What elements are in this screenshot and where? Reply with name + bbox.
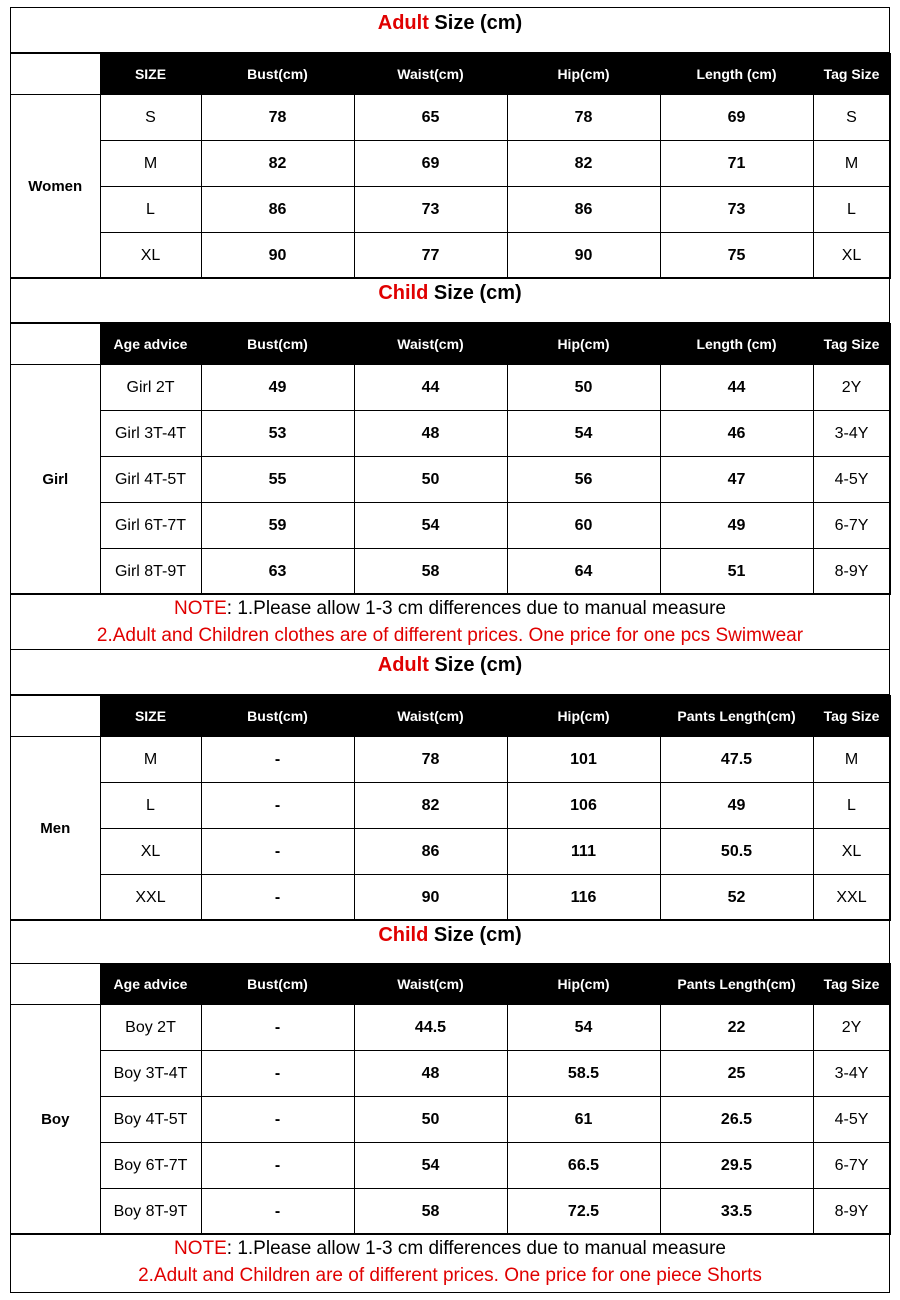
table-cell: M — [813, 141, 890, 187]
table-cell: 54 — [354, 1143, 507, 1189]
table-row — [11, 549, 890, 595]
group-label: Men — [11, 737, 100, 921]
table-cell: 77 — [354, 233, 507, 279]
table-cell: 78 — [201, 95, 354, 141]
table-cell: XXL — [813, 875, 890, 921]
table-cell: M — [100, 737, 201, 783]
women-size-table — [11, 53, 891, 279]
table-row — [11, 457, 890, 503]
table-cell: Boy 3T-4T — [100, 1051, 201, 1097]
table-cell: Boy 4T-5T — [100, 1097, 201, 1143]
table-cell: 25 — [660, 1051, 813, 1097]
table-row — [11, 187, 890, 233]
table-cell: Girl 3T-4T — [100, 411, 201, 457]
column-header: Bust(cm) — [201, 696, 354, 737]
table-cell: 58.5 — [507, 1051, 660, 1097]
table-cell: 64 — [507, 549, 660, 595]
note-line-2: 2.Adult and Children are of different prices. One price for one piece Shorts — [138, 1265, 762, 1286]
table-cell: 4-5Y — [813, 457, 890, 503]
column-header: Waist(cm) — [354, 696, 507, 737]
size-chart-sheet — [10, 7, 890, 1293]
table-cell: 47.5 — [660, 737, 813, 783]
table-cell: 44 — [660, 365, 813, 411]
table-cell: 82 — [507, 141, 660, 187]
table-cell: 52 — [660, 875, 813, 921]
table-cell: Boy 6T-7T — [100, 1143, 201, 1189]
table-cell: 3-4Y — [813, 411, 890, 457]
column-header: Length (cm) — [660, 54, 813, 95]
table-cell: 82 — [201, 141, 354, 187]
table-cell: 72.5 — [507, 1189, 660, 1235]
table-cell: 3-4Y — [813, 1051, 890, 1097]
column-header: Tag Size — [813, 54, 890, 95]
table-cell: 48 — [354, 1051, 507, 1097]
group-label: Girl — [11, 365, 100, 595]
table-cell: 22 — [660, 1005, 813, 1051]
table-cell: - — [201, 1005, 354, 1051]
table-cell: 78 — [507, 95, 660, 141]
table-cell: - — [201, 1189, 354, 1235]
column-header: Waist(cm) — [354, 324, 507, 365]
table-cell: 86 — [507, 187, 660, 233]
table-cell: 2Y — [813, 1005, 890, 1051]
table-cell: 90 — [201, 233, 354, 279]
table-cell: - — [201, 1051, 354, 1097]
table-cell: S — [100, 95, 201, 141]
table-row — [11, 233, 890, 279]
table-cell: 66.5 — [507, 1143, 660, 1189]
table-row — [11, 365, 890, 411]
table-cell: - — [201, 783, 354, 829]
table-cell: 44 — [354, 365, 507, 411]
table-row — [11, 829, 890, 875]
table-cell: 50 — [507, 365, 660, 411]
column-header: Tag Size — [813, 324, 890, 365]
header-blank-cell — [11, 964, 100, 1005]
table-cell: 71 — [660, 141, 813, 187]
note-line-1: NOTE: 1.Please allow 1-3 cm differences due to manual measure — [174, 598, 726, 619]
table-cell: 54 — [354, 503, 507, 549]
table-cell: 73 — [660, 187, 813, 233]
table-cell: XL — [100, 829, 201, 875]
table-cell: 49 — [660, 783, 813, 829]
table-row — [11, 737, 890, 783]
column-header: Tag Size — [813, 964, 890, 1005]
table-row — [11, 141, 890, 187]
table-cell: M — [813, 737, 890, 783]
column-header: SIZE — [100, 696, 201, 737]
table-cell: L — [813, 783, 890, 829]
column-header: Age advice — [100, 324, 201, 365]
table-cell: Boy 2T — [100, 1005, 201, 1051]
table-cell: 54 — [507, 1005, 660, 1051]
table-cell: - — [201, 875, 354, 921]
column-header: Age advice — [100, 964, 201, 1005]
table-cell: 90 — [354, 875, 507, 921]
table-cell: 47 — [660, 457, 813, 503]
header-row — [11, 696, 890, 737]
table-cell: 33.5 — [660, 1189, 813, 1235]
column-header: Pants Length(cm) — [660, 964, 813, 1005]
men-size-table — [11, 695, 891, 921]
note-line-2: 2.Adult and Children clothes are of different prices. One price for one pcs Swimwear — [96, 625, 804, 646]
table-cell: 46 — [660, 411, 813, 457]
table-cell: S — [813, 95, 890, 141]
table-cell: 69 — [354, 141, 507, 187]
table-cell: Girl 6T-7T — [100, 503, 201, 549]
column-header: Waist(cm) — [354, 964, 507, 1005]
column-header: Hip(cm) — [507, 964, 660, 1005]
table-row — [11, 411, 890, 457]
table-cell: 54 — [507, 411, 660, 457]
column-header: Pants Length(cm) — [660, 696, 813, 737]
table-row — [11, 1005, 890, 1051]
group-label: Boy — [11, 1005, 100, 1235]
table-cell: Boy 8T-9T — [100, 1189, 201, 1235]
table-row — [11, 1051, 890, 1097]
group-label: Women — [11, 95, 100, 279]
header-row — [11, 964, 890, 1005]
table-cell: L — [100, 783, 201, 829]
header-row — [11, 324, 890, 365]
table-cell: 111 — [507, 829, 660, 875]
table-cell: 49 — [660, 503, 813, 549]
table-cell: 59 — [201, 503, 354, 549]
table-row — [11, 503, 890, 549]
table-cell: 60 — [507, 503, 660, 549]
table-cell: 55 — [201, 457, 354, 503]
table-cell: 26.5 — [660, 1097, 813, 1143]
boy-size-table — [11, 963, 891, 1235]
column-header: Bust(cm) — [201, 54, 354, 95]
table-cell: 86 — [201, 187, 354, 233]
table-cell: 6-7Y — [813, 503, 890, 549]
table-cell: XL — [100, 233, 201, 279]
table-cell: 53 — [201, 411, 354, 457]
table-cell: - — [201, 737, 354, 783]
table-cell: 65 — [354, 95, 507, 141]
table-cell: 8-9Y — [813, 549, 890, 595]
girl-size-table — [11, 323, 891, 595]
table-row — [11, 875, 890, 921]
table-cell: 101 — [507, 737, 660, 783]
table-cell: XL — [813, 233, 890, 279]
column-header: Length (cm) — [660, 324, 813, 365]
column-header: Hip(cm) — [507, 54, 660, 95]
table-cell: 90 — [507, 233, 660, 279]
column-header: Hip(cm) — [507, 696, 660, 737]
table-cell: M — [100, 141, 201, 187]
table-cell: 116 — [507, 875, 660, 921]
table-cell: 2Y — [813, 365, 890, 411]
table-cell: - — [201, 1097, 354, 1143]
boy-size-title: Child Size (cm) — [11, 919, 889, 965]
table-cell: 50 — [354, 457, 507, 503]
women-size-title: Adult Size (cm) — [11, 7, 889, 53]
table-cell: 51 — [660, 549, 813, 595]
table-cell: 63 — [201, 549, 354, 595]
table-cell: Girl 8T-9T — [100, 549, 201, 595]
table-cell: 106 — [507, 783, 660, 829]
table-cell: 29.5 — [660, 1143, 813, 1189]
table-cell: L — [813, 187, 890, 233]
table-cell: 82 — [354, 783, 507, 829]
header-blank-cell — [11, 54, 100, 95]
table-row — [11, 783, 890, 829]
men-size-title: Adult Size (cm) — [11, 649, 889, 695]
table-cell: 8-9Y — [813, 1189, 890, 1235]
column-header: Bust(cm) — [201, 964, 354, 1005]
header-blank-cell — [11, 696, 100, 737]
table-cell: Girl 4T-5T — [100, 457, 201, 503]
table-cell: 44.5 — [354, 1005, 507, 1051]
table-cell: Girl 2T — [100, 365, 201, 411]
table-cell: 86 — [354, 829, 507, 875]
girl-size-title: Child Size (cm) — [11, 277, 889, 323]
table-cell: 78 — [354, 737, 507, 783]
table-cell: 50 — [354, 1097, 507, 1143]
table-cell: 56 — [507, 457, 660, 503]
column-header: Tag Size — [813, 696, 890, 737]
column-header: Bust(cm) — [201, 324, 354, 365]
header-blank-cell — [11, 324, 100, 365]
table-cell: - — [201, 1143, 354, 1189]
table-cell: 48 — [354, 411, 507, 457]
column-header: Hip(cm) — [507, 324, 660, 365]
table-cell: 49 — [201, 365, 354, 411]
table-row — [11, 1189, 890, 1235]
table-cell: 6-7Y — [813, 1143, 890, 1189]
table-row — [11, 1097, 890, 1143]
note-block-1 — [11, 593, 889, 649]
table-row — [11, 1143, 890, 1189]
column-header: Waist(cm) — [354, 54, 507, 95]
table-cell: 73 — [354, 187, 507, 233]
table-cell: 61 — [507, 1097, 660, 1143]
table-cell: 58 — [354, 1189, 507, 1235]
table-cell: L — [100, 187, 201, 233]
header-row — [11, 54, 890, 95]
table-cell: - — [201, 829, 354, 875]
table-row — [11, 95, 890, 141]
column-header: SIZE — [100, 54, 201, 95]
table-cell: XXL — [100, 875, 201, 921]
table-cell: 50.5 — [660, 829, 813, 875]
note-block-2 — [11, 1233, 889, 1291]
table-cell: XL — [813, 829, 890, 875]
note-line-1: NOTE: 1.Please allow 1-3 cm differences due to manual measure — [174, 1238, 726, 1259]
table-cell: 58 — [354, 549, 507, 595]
table-cell: 69 — [660, 95, 813, 141]
table-cell: 75 — [660, 233, 813, 279]
table-cell: 4-5Y — [813, 1097, 890, 1143]
